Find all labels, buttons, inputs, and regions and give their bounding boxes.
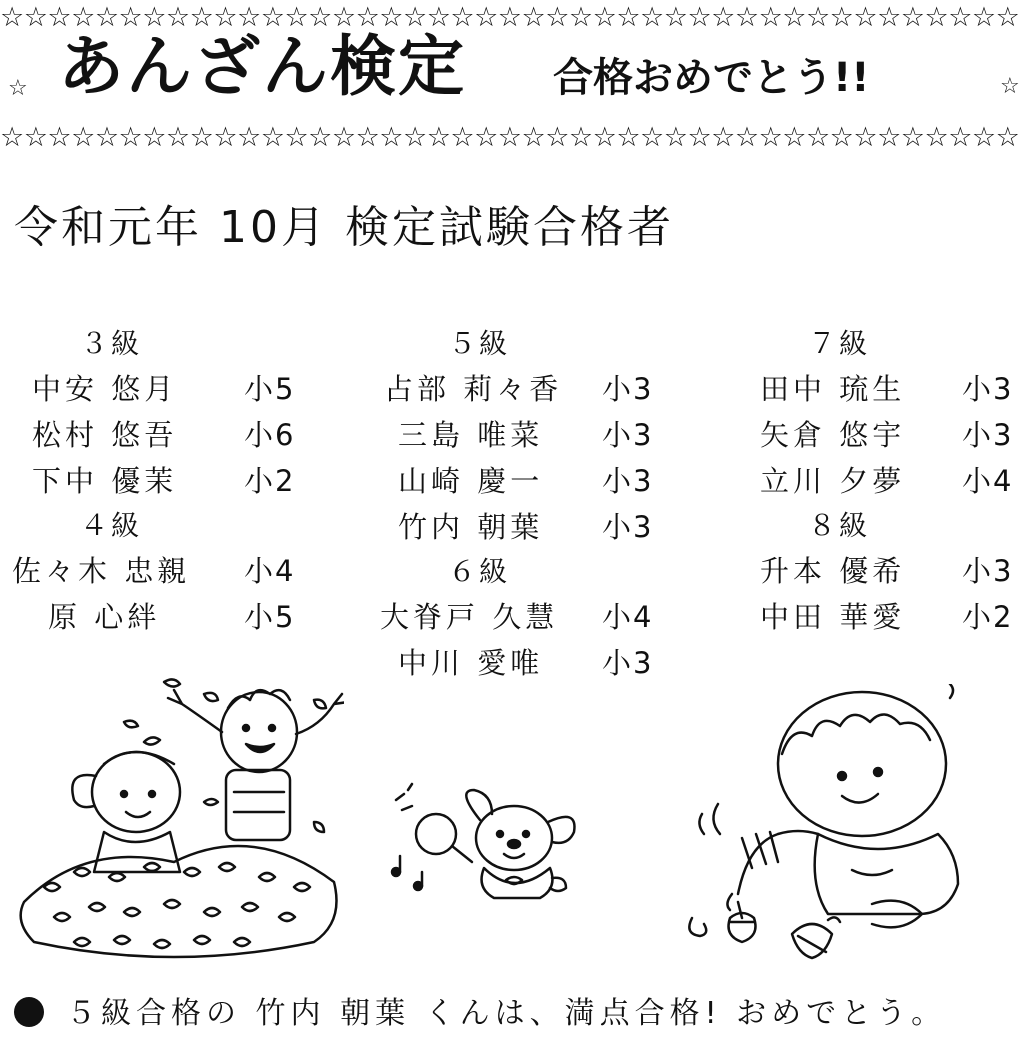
student-name: 竹内 朝葉 (398, 510, 544, 544)
student-year: 小3 (602, 418, 654, 452)
list-item (380, 504, 665, 550)
congratulations-note (14, 997, 946, 1029)
list-item (380, 412, 665, 458)
list-item (12, 548, 302, 594)
grade-label: ８級 (808, 509, 871, 542)
student-name: 三島 唯菜 (398, 418, 544, 452)
banner-star-left: ☆ (8, 76, 28, 101)
footer-text: ５級合格の 竹内 朝葉 くんは、満点合格! おめでとう。 (66, 996, 947, 1031)
grade-label: ７級 (808, 327, 871, 360)
student-name: 中田 華愛 (760, 600, 906, 634)
student-year: 小2 (244, 464, 296, 498)
student-name: 立川 夕夢 (760, 464, 906, 498)
student-year: 小3 (602, 646, 654, 680)
list-item (380, 366, 665, 412)
list-item (12, 458, 302, 504)
bullet-icon (14, 997, 44, 1027)
student-year: 小3 (602, 372, 654, 406)
list-item (756, 548, 1026, 594)
list-item (756, 412, 1026, 458)
list-item (380, 594, 665, 640)
student-name: 中川 愛唯 (398, 646, 544, 680)
student-year: 小4 (962, 464, 1014, 498)
list-item (12, 412, 302, 458)
children-leaves-illustration (14, 672, 344, 972)
grade-label: ６級 (448, 555, 511, 588)
student-year: 小3 (962, 372, 1014, 406)
star-border-bottom: ☆☆☆☆☆☆☆☆☆☆☆☆☆☆☆☆☆☆☆☆☆☆☆☆☆☆☆☆☆☆☆☆☆☆☆☆☆☆☆☆☆☆☆ (0, 124, 1020, 151)
student-year: 小3 (602, 464, 654, 498)
student-name: 田中 琉生 (760, 372, 906, 406)
banner-subtitle: 合格おめでとう!! (553, 55, 870, 101)
star-border-top: ☆☆☆☆☆☆☆☆☆☆☆☆☆☆☆☆☆☆☆☆☆☆☆☆☆☆☆☆☆☆☆☆☆☆☆☆☆☆☆☆☆☆☆ (0, 4, 1020, 31)
results-column-1 (12, 322, 302, 640)
list-item (12, 366, 302, 412)
student-year: 小6 (244, 418, 296, 452)
grade-label: ４級 (80, 509, 143, 542)
list-item (380, 640, 665, 686)
student-year: 小5 (244, 600, 296, 634)
results-column-3 (756, 322, 1026, 640)
student-name: 升本 優希 (760, 554, 906, 588)
student-year: 小4 (244, 554, 296, 588)
student-name: 山崎 慶一 (398, 464, 544, 498)
puppy-illustration (388, 782, 588, 902)
student-name: 原 心絆 (48, 600, 161, 634)
student-name: 中安 悠月 (32, 372, 178, 406)
student-year: 小3 (602, 510, 654, 544)
student-year: 小3 (962, 418, 1014, 452)
student-year: 小5 (244, 372, 296, 406)
student-name: 松村 悠吾 (32, 418, 178, 452)
banner-title: あんざん検定 (58, 28, 466, 105)
results-column-2 (380, 322, 665, 686)
boy-spinning-tops-illustration (682, 684, 978, 974)
student-year: 小4 (602, 600, 654, 634)
student-name: 大脊戸 久慧 (380, 600, 559, 634)
list-item (756, 366, 1026, 412)
student-year: 小2 (962, 600, 1014, 634)
grade-label: ５級 (448, 327, 511, 360)
student-name: 占部 莉々香 (384, 372, 563, 406)
student-year: 小3 (962, 554, 1014, 588)
grade-label: ３級 (80, 327, 143, 360)
list-item (380, 458, 665, 504)
list-item (756, 594, 1026, 640)
student-name: 下中 優茉 (32, 464, 178, 498)
page-heading: 令和元年 10月 検定試験合格者 (14, 202, 674, 253)
list-item (12, 594, 302, 640)
banner-star-right: ☆ (1000, 74, 1020, 99)
student-name: 佐々木 忠親 (12, 554, 191, 588)
list-item (756, 458, 1026, 504)
student-name: 矢倉 悠宇 (760, 418, 906, 452)
